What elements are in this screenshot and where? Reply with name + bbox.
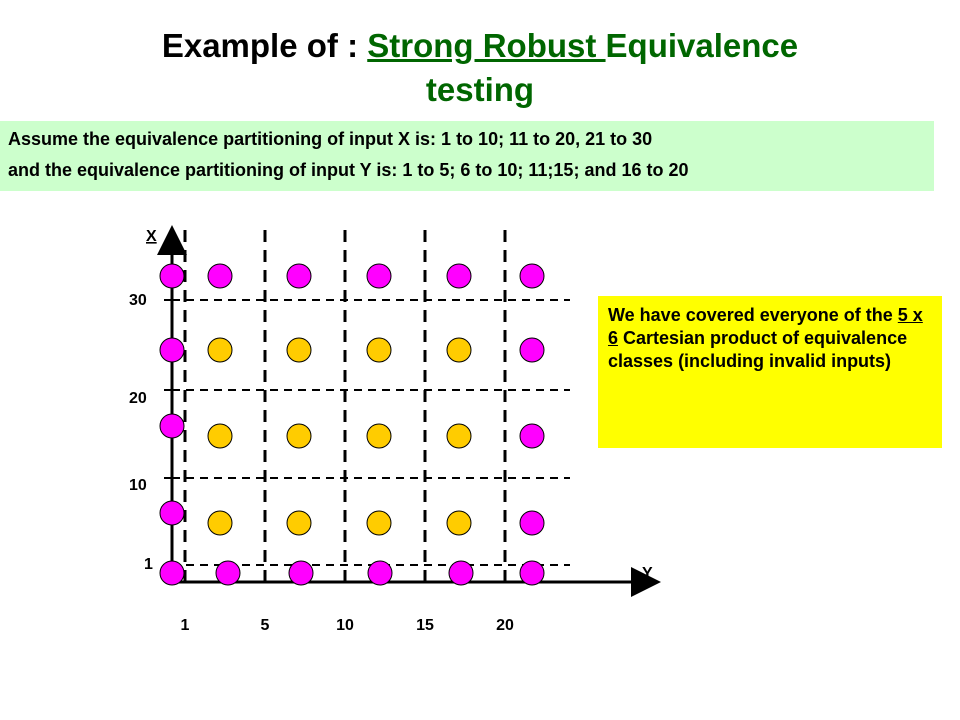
x-tick-label-30: 30 — [129, 292, 147, 309]
invalid-point-r1-c5 — [520, 338, 544, 362]
callout-before: We have covered everyone of the — [608, 305, 898, 325]
invalid-point-r0-c4 — [447, 264, 471, 288]
title-suffix: Equivalence — [605, 27, 799, 64]
y-tick-label-20: 20 — [496, 617, 514, 634]
invalid-point-r0-c3 — [367, 264, 391, 288]
invalid-point-r0-c2 — [287, 264, 311, 288]
invalid-point-r0-c5 — [520, 264, 544, 288]
assumption-line-2: and the equivalence partitioning of input Y is: 1 to 5; 6 to 10; 11;15; and 16 to 20 — [8, 160, 689, 180]
coverage-callout — [598, 296, 942, 448]
valid-point-r3-c1 — [208, 511, 232, 535]
x-tick-label-20: 20 — [129, 390, 147, 407]
valid-point-r2-c4 — [447, 424, 471, 448]
y-axis-label: Y — [642, 565, 653, 582]
valid-point-r3-c4 — [447, 511, 471, 535]
valid-point-r3-c3 — [367, 511, 391, 535]
x-tick-label-1: 1 — [144, 556, 153, 573]
valid-point-r1-c3 — [367, 338, 391, 362]
valid-point-r2-c2 — [287, 424, 311, 448]
x-tick-label-10: 10 — [129, 477, 147, 494]
invalid-point-r4-c3 — [368, 561, 392, 585]
invalid-point-r4-c2 — [289, 561, 313, 585]
valid-point-r1-c4 — [447, 338, 471, 362]
y-tick-label-1: 1 — [180, 617, 190, 634]
title-line2: testing — [425, 71, 535, 108]
test-points — [160, 264, 544, 585]
invalid-point-r4-c1 — [216, 561, 240, 585]
invalid-point-r1-c0 — [160, 338, 184, 362]
y-tick-label-5: 5 — [260, 617, 270, 634]
invalid-point-r4-c5 — [520, 561, 544, 585]
y-tick-label-15: 15 — [416, 617, 434, 634]
invalid-point-r3-c0 — [160, 501, 184, 525]
invalid-point-r2-c0 — [160, 414, 184, 438]
title-prefix: Example of : — [161, 27, 368, 64]
invalid-point-r4-c4 — [449, 561, 473, 585]
callout-underlined: 5 x 6 — [608, 305, 923, 348]
valid-point-r1-c1 — [208, 338, 232, 362]
valid-point-r1-c2 — [287, 338, 311, 362]
invalid-point-r3-c5 — [520, 511, 544, 535]
invalid-point-r4-c0 — [160, 561, 184, 585]
valid-point-r2-c1 — [208, 424, 232, 448]
assumption-line-1: Assume the equivalence partitioning of input X is: 1 to 10; 11 to 20, 21 to 30 — [8, 129, 653, 149]
callout-after: Cartesian product of equivalence classes (including invalid inputs) — [608, 328, 908, 371]
invalid-point-r0-c1 — [208, 264, 232, 288]
y-tick-label-10: 10 — [336, 617, 354, 634]
invalid-point-r0-c0 — [160, 264, 184, 288]
invalid-point-r2-c5 — [520, 424, 544, 448]
x-axis-label: X — [146, 228, 157, 245]
valid-point-r3-c2 — [287, 511, 311, 535]
valid-point-r2-c3 — [367, 424, 391, 448]
title-underlined: Strong Robust — [367, 27, 606, 64]
